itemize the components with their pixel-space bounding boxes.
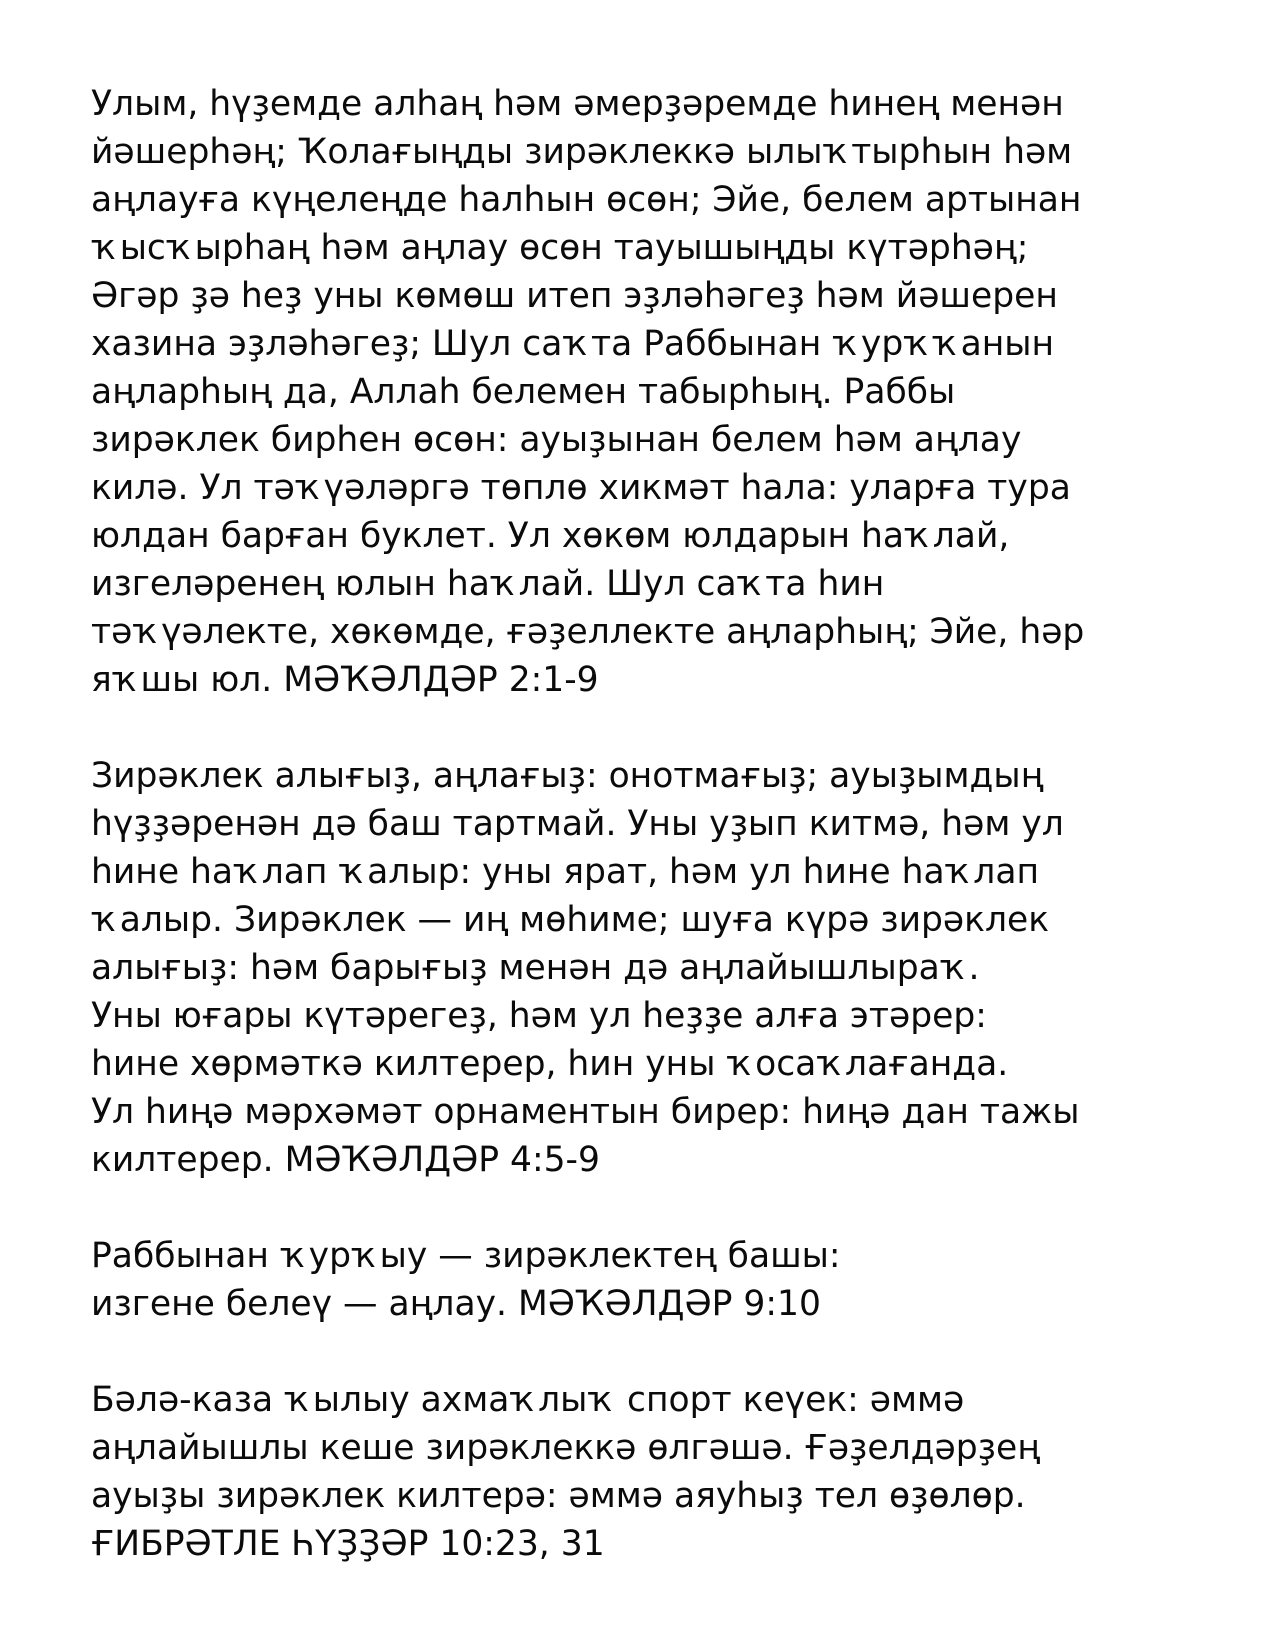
document-body <box>91 80 1201 1616</box>
text-line: ҒИБРӘТЛЕ ҺҮҘҘӘР 10:23, 31 <box>91 1524 605 1564</box>
paragraph-3 <box>91 1232 1201 1328</box>
text-line: алығыҙ: һәм барығыҙ менән дә аңлайышлыраҡ. <box>91 948 980 988</box>
text-line: Улым, һүҙемде алһаң һәм әмерҙәремде һинең менән <box>91 84 1064 124</box>
text-line: һине һаҡлап ҡалыр: уны ярат, һәм ул һине һаҡлап <box>91 852 1040 892</box>
text-line: зирәклек бирһен өсөн: ауыҙынан белем һәм аңлау <box>91 420 1022 460</box>
text-line: яҡшы юл. МӘҠӘЛДӘР 2:1-9 <box>91 660 599 700</box>
text-line: ҡысҡырһаң һәм аңлау өсөн тауышыңды күтәрһәң; <box>91 228 1029 268</box>
text-line: Зирәклек алығыҙ, аңлағыҙ: онотмағыҙ; ауыҙымдың <box>91 756 1044 796</box>
text-line: тәҡүәлекте, хөкөмде, ғәҙеллекте аңларһың; Эйе, һәр <box>91 612 1085 652</box>
text-line: аңлайышлы кеше зирәклеккә өлгәшә. Ғәҙелдәрҙең <box>91 1428 1041 1468</box>
text-line: Раббынан ҡурҡыу — зирәклектең башы: <box>91 1236 841 1276</box>
text-line: һүҙҙәренән дә баш тартмай. Уны уҙып китмә, һәм ул <box>91 804 1064 844</box>
text-line: ҡалыр. Зирәклек — иң мөһиме; шуға күрә зирәклек <box>91 900 1050 940</box>
text-line: Ул һиңә мәрхәмәт орнаментын бирер: һиңә дан тажы <box>91 1092 1080 1132</box>
paragraph-1 <box>91 80 1201 704</box>
text-line: һине хөрмәткә килтерер, һин уны ҡосаҡлағанда. <box>91 1044 1009 1084</box>
text-line: Уны юғары күтәрегеҙ, һәм ул һеҙҙе алға этәрер: <box>91 996 987 1036</box>
text-line: йәшерһәң; Ҡолағыңды зирәклеккә ылыҡтырһын һәм <box>91 132 1073 172</box>
text-line: аңларһың да, Аллаһ белемен табырһың. Раббы <box>91 372 956 412</box>
text-line: килтерер. МӘҠӘЛДӘР 4:5-9 <box>91 1140 600 1180</box>
text-line: килә. Ул тәҡүәләргә төплө хикмәт һала: уларға тура <box>91 468 1071 508</box>
text-line: изгеләренең юлын һаҡлай. Шул саҡта һин <box>91 564 885 604</box>
text-line: Бәлә-каза ҡылыу ахмаҡлыҡ спорт кеүек: әммә <box>91 1380 965 1420</box>
text-line: юлдан барған буклет. Ул хөкөм юлдарын һаҡлай, <box>91 516 1010 556</box>
text-line: изгене белеү — аңлау. МӘҠӘЛДӘР 9:10 <box>91 1284 821 1324</box>
paragraph-4 <box>91 1376 1201 1568</box>
paragraph-2 <box>91 752 1201 1184</box>
text-line: Әгәр ҙә һеҙ уны көмөш итеп эҙләһәгеҙ һәм йәшерен <box>91 276 1058 316</box>
text-line: аңлауға күңелеңде һалһын өсөн; Эйе, белем артынан <box>91 180 1082 220</box>
text-line: хазина эҙләһәгеҙ; Шул саҡта Раббынан ҡурҡҡанын <box>91 324 1055 364</box>
text-line: ауыҙы зирәклек килтерә: әммә аяуһыҙ тел өҙөлөр. <box>91 1476 1026 1516</box>
